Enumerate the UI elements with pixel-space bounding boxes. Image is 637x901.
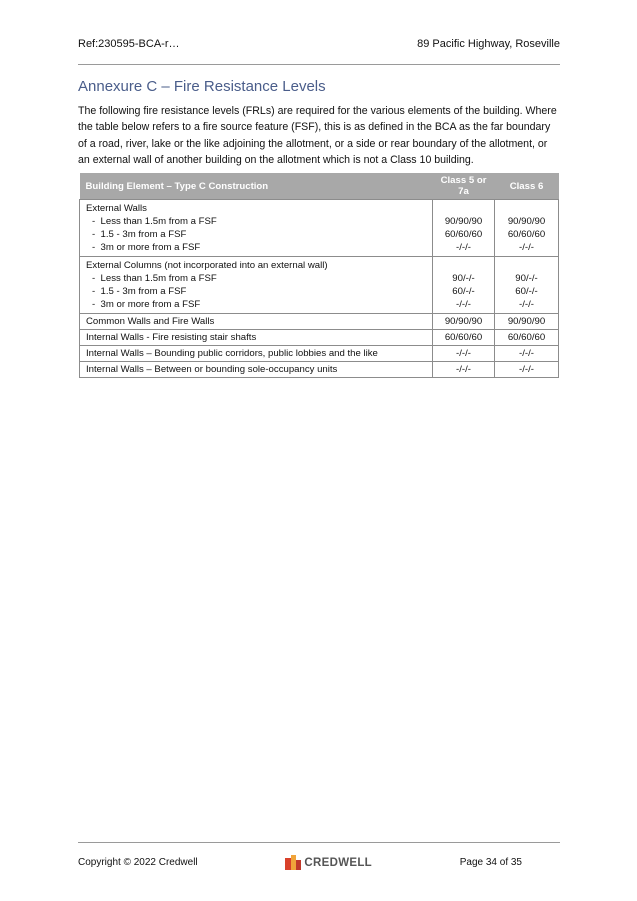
table-row-common-walls	[80, 314, 559, 330]
frl-table	[79, 173, 559, 378]
site-address: 89 Pacific Highway, Roseville	[417, 38, 560, 50]
cell-class-6	[495, 200, 559, 257]
cell-class-6: -/-/-	[495, 346, 559, 362]
cell-class-5	[433, 257, 495, 314]
frl-value: 90/-/-	[515, 273, 538, 284]
table-header-row	[80, 173, 559, 200]
cell-class-6	[495, 257, 559, 314]
cell-element: Internal Walls – Bounding public corridors, public lobbies and the like	[80, 346, 433, 362]
cell-class-5	[433, 200, 495, 257]
cell-class-6: 90/90/90	[495, 314, 559, 330]
copyright-text: Copyright © 2022 Credwell	[78, 857, 198, 868]
cell-element: Common Walls and Fire Walls	[80, 314, 433, 330]
footer-divider	[78, 842, 560, 843]
header-class-6: Class 6	[495, 173, 559, 200]
credwell-logo-icon	[285, 855, 301, 870]
group-label: External Columns (not incorporated into an external wall)	[86, 260, 328, 271]
table-row-external-walls	[80, 200, 559, 257]
page-number: Page 34 of 35	[459, 857, 522, 868]
frl-value: 60/60/60	[444, 229, 483, 240]
sub-item: - Less than 1.5m from a FSF	[92, 216, 217, 227]
cell-class-5: 60/60/60	[433, 330, 495, 346]
frl-value: 60/-/-	[452, 286, 475, 297]
frl-value: 90/90/90	[507, 216, 546, 227]
cell-element: Internal Walls – Between or bounding sole-occupancy units	[80, 362, 433, 378]
document-ref: Ref:230595-BCA-r…	[78, 38, 180, 50]
header-class-5: Class 5 or 7a	[433, 173, 495, 200]
table-row-external-columns	[80, 257, 559, 314]
cell-class-6: 60/60/60	[495, 330, 559, 346]
sub-item: - Less than 1.5m from a FSF	[92, 273, 217, 284]
frl-value: -/-/-	[519, 242, 534, 253]
cell-element	[80, 257, 433, 314]
cell-element: Internal Walls - Fire resisting stair shafts	[80, 330, 433, 346]
frl-value: 60/60/60	[507, 229, 546, 240]
cell-class-5: -/-/-	[433, 346, 495, 362]
logo-text: CREDWELL	[304, 856, 372, 869]
cell-class-5: 90/90/90	[433, 314, 495, 330]
page-footer	[78, 855, 522, 870]
table-row-stair-shafts	[80, 330, 559, 346]
sub-item: - 3m or more from a FSF	[92, 242, 201, 253]
sub-item: - 1.5 - 3m from a FSF	[92, 286, 187, 297]
frl-value: -/-/-	[456, 299, 471, 310]
sub-item: - 1.5 - 3m from a FSF	[92, 229, 187, 240]
cell-class-6: -/-/-	[495, 362, 559, 378]
frl-value: 90/90/90	[444, 216, 483, 227]
frl-value: -/-/-	[519, 299, 534, 310]
page-title: Annexure C – Fire Resistance Levels	[78, 78, 326, 95]
sub-item: - 3m or more from a FSF	[92, 299, 201, 310]
table-row-sole-occupancy	[80, 362, 559, 378]
header-building-element: Building Element – Type C Construction	[80, 173, 433, 200]
frl-value: 60/-/-	[515, 286, 538, 297]
frl-value: -/-/-	[456, 242, 471, 253]
cell-class-5: -/-/-	[433, 362, 495, 378]
credwell-logo	[285, 855, 372, 870]
frl-value: 90/-/-	[452, 273, 475, 284]
page-header	[78, 38, 560, 50]
intro-paragraph: The following fire resistance levels (FRLs) are required for the various elements of the building. Where the table below refers to a fire source feature (FSF), this is as defined in the BCA as the far boundary of a road, river, lake or the like adjoining the allotment, or a side or rear boundary of the allotment, or an external wall of another building on the allotment which is not a Class 10 building.	[78, 105, 557, 167]
table-row-public-corridors	[80, 346, 559, 362]
group-label: External Walls	[86, 203, 147, 214]
header-divider	[78, 64, 560, 65]
cell-element	[80, 200, 433, 257]
